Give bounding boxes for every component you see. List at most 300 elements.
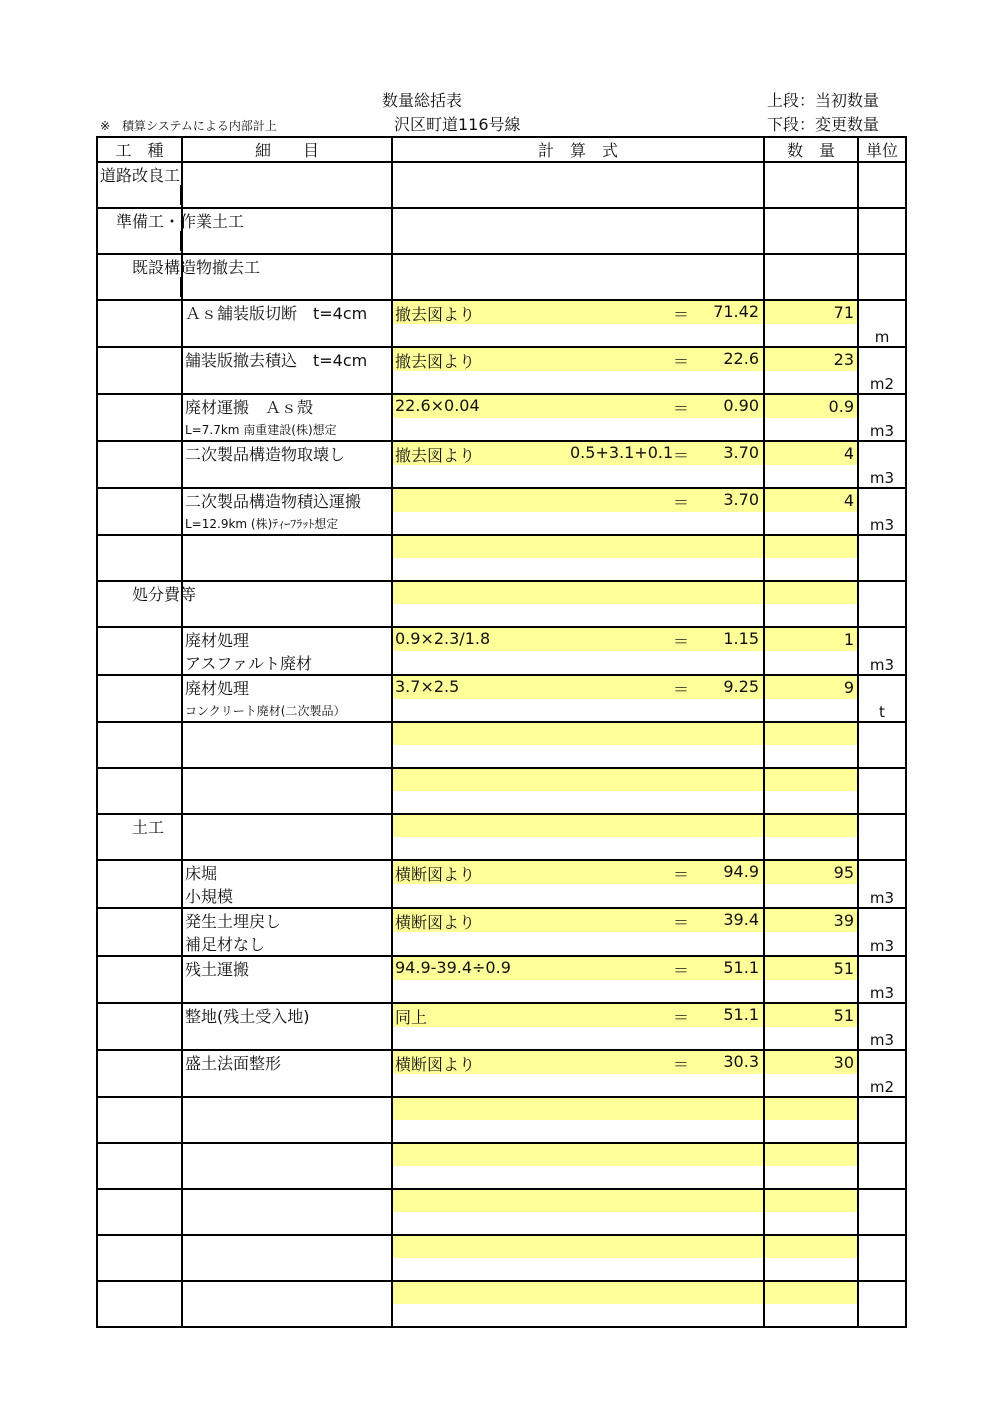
qty-lower-cell [764,1304,858,1327]
detail-cell [182,1189,392,1212]
qty-cell: 30 [764,1050,858,1074]
qty-lower-cell [764,465,858,488]
qty-cell: 4 [764,441,858,465]
calc-cell [392,1143,764,1166]
calc-lower-cell [392,604,764,627]
calc-cell [392,394,764,418]
table-row-lower [97,418,906,441]
qty-lower-cell [764,1166,858,1189]
calc-text: 横断図より [395,865,476,884]
calc-cell [392,768,764,791]
indent-marker [180,185,183,205]
calc-equals: ＝ [673,305,690,324]
detail-sub-cell: 補足材なし [182,932,392,956]
detail-cell [182,581,392,604]
calc-equals: ＝ [673,961,690,980]
detail-cell: 舗装版撤去積込 t=4cm [182,347,392,371]
detail-sub-cell [182,324,392,347]
qty-lower-cell [764,1258,858,1281]
calc-result: 39.4 [723,910,759,929]
koshu-label: 既設構造物撤去工 [100,258,261,277]
qty-lower-cell [764,1074,858,1097]
calc-cell [392,675,764,699]
table-row [97,675,906,699]
unit-cell [858,254,906,300]
table-row-lower [97,1258,906,1281]
table-row-lower [97,324,906,347]
col-header-calc: 計 算 式 [392,137,764,162]
koshu-label: 道路改良工 [100,166,181,185]
unit-cell: m3 [858,394,906,441]
calc-cell [392,535,764,558]
table-row [97,627,906,651]
calc-sum: 0.5+3.1+0.1 [570,443,674,462]
detail-cell: 廃材処理 [182,627,392,651]
detail-cell: 廃材処理 [182,675,392,699]
table-row [97,208,906,231]
table-header-row [97,137,906,162]
unit-cell [858,1189,906,1235]
table-row [97,768,906,791]
unit-cell [858,1281,906,1327]
calc-cell [392,1235,764,1258]
detail-sub-cell: L=7.7km 南重建設(株)想定 [182,418,392,441]
table-row [97,1003,906,1027]
qty-cell: 9 [764,675,858,699]
detail-cell: 床堀 [182,860,392,884]
calc-lower-cell [392,1304,764,1327]
unit-cell [858,814,906,860]
table-row-lower [97,980,906,1003]
table-row-lower [97,277,906,300]
qty-cell [764,1097,858,1120]
koshu-cell [97,722,182,768]
qty-cell: 0.9 [764,394,858,418]
calc-lower-cell [392,932,764,956]
detail-sub-cell [182,1258,392,1281]
qty-cell: 95 [764,860,858,884]
table-row-lower [97,745,906,768]
detail-cell [182,1281,392,1304]
koshu-cell [97,814,182,860]
detail-sub-cell [182,1120,392,1143]
calc-cell [392,1003,764,1027]
calc-lower-cell [392,791,764,814]
table-row [97,441,906,465]
col-header-qty: 数 量 [764,137,858,162]
calc-lower-cell [392,651,764,675]
table-row [97,1050,906,1074]
qty-cell: 39 [764,908,858,932]
system-note: ※ 積算システムによる内部計上 [100,119,277,133]
calc-cell [392,1281,764,1304]
koshu-cell [97,1235,182,1281]
table-row [97,581,906,604]
upper-row-legend: 上段：当初数量 [767,91,880,110]
calc-lower-cell [392,277,764,300]
calc-cell [392,1097,764,1120]
calc-cell [392,581,764,604]
qty-lower-cell [764,980,858,1003]
calc-text: 94.9-39.4÷0.9 [395,958,511,977]
qty-cell [764,768,858,791]
col-header-koshu: 工 種 [97,137,182,162]
table-row [97,722,906,745]
unit-cell: m3 [858,488,906,535]
qty-cell [764,581,858,604]
calc-text: 0.9×2.3/1.8 [395,629,491,648]
calc-lower-cell [392,231,764,254]
table-row-lower [97,1120,906,1143]
unit-cell [858,1143,906,1189]
qty-cell [764,722,858,745]
qty-lower-cell [764,1120,858,1143]
qty-lower-cell [764,558,858,581]
detail-cell: 廃材運搬 Ａｓ殻 [182,394,392,418]
table-row [97,956,906,980]
qty-cell [764,535,858,558]
unit-cell [858,208,906,254]
table-row-lower [97,1304,906,1327]
qty-cell [764,1143,858,1166]
detail-sub-cell [182,1304,392,1327]
calc-cell [392,722,764,745]
table-row [97,535,906,558]
calc-text: 同上 [395,1008,428,1027]
unit-cell: m3 [858,860,906,908]
calc-text: 横断図より [395,913,476,932]
table-row [97,1281,906,1304]
detail-cell [182,768,392,791]
calc-lower-cell [392,837,764,860]
project-name: 沢区町道116号線 [394,115,521,134]
calc-cell [392,860,764,884]
koshu-cell [97,768,182,814]
table-row [97,162,906,185]
qty-lower-cell [764,418,858,441]
qty-lower-cell [764,932,858,956]
table-row-lower [97,837,906,860]
calc-equals: ＝ [673,865,690,884]
calc-lower-cell [392,699,764,722]
calc-text: 撤去図より [395,305,476,324]
qty-cell [764,1281,858,1304]
koshu-cell [97,1003,182,1050]
table-row [97,908,906,932]
qty-lower-cell [764,1212,858,1235]
koshu-cell [97,956,182,1003]
calc-result: 71.42 [713,302,759,321]
calc-cell [392,488,764,512]
table-row-lower [97,512,906,535]
calc-result: 3.70 [723,443,759,462]
detail-sub-cell [182,558,392,581]
table-row [97,1143,906,1166]
koshu-cell [97,1281,182,1327]
calc-cell [392,1050,764,1074]
detail-sub-cell [182,1212,392,1235]
qty-lower-cell [764,371,858,394]
lower-row-legend: 下段：変更数量 [767,115,880,134]
calc-result: 51.1 [723,1005,759,1024]
calc-result: 9.25 [723,677,759,696]
calc-result: 0.90 [723,396,759,415]
detail-sub-cell [182,185,392,208]
calc-text: 横断図より [395,1055,476,1074]
qty-cell [764,1189,858,1212]
indent-marker [180,231,183,251]
koshu-cell [97,675,182,722]
calc-lower-cell [392,1120,764,1143]
qty-lower-cell [764,791,858,814]
qty-cell [764,1235,858,1258]
unit-cell: m2 [858,347,906,394]
koshu-cell [97,535,182,581]
detail-sub-cell [182,980,392,1003]
table-row-lower [97,791,906,814]
calc-lower-cell [392,1166,764,1189]
detail-cell: 盛土法面整形 [182,1050,392,1074]
unit-cell: m3 [858,441,906,488]
table-row [97,814,906,837]
qty-cell [764,254,858,277]
qty-cell: 4 [764,488,858,512]
calc-equals: ＝ [673,1008,690,1027]
qty-cell [764,814,858,837]
qty-lower-cell [764,185,858,208]
qty-lower-cell [764,651,858,675]
unit-cell [858,162,906,208]
qty-lower-cell [764,837,858,860]
qty-cell: 51 [764,956,858,980]
calc-lower-cell [392,1212,764,1235]
koshu-cell [97,1143,182,1189]
table-row [97,254,906,277]
detail-cell: Ａｓ舗装版切断 t=4cm [182,300,392,324]
calc-lower-cell [392,1258,764,1281]
koshu-cell [97,1050,182,1097]
koshu-cell [97,860,182,908]
unit-cell: t [858,675,906,722]
qty-lower-cell [764,604,858,627]
detail-sub-cell [182,277,392,300]
detail-cell: 残土運搬 [182,956,392,980]
table-row [97,488,906,512]
koshu-cell [97,441,182,488]
koshu-cell [97,1189,182,1235]
unit-cell [858,722,906,768]
qty-lower-cell [764,324,858,347]
koshu-cell [97,394,182,441]
calc-lower-cell [392,558,764,581]
calc-cell [392,814,764,837]
detail-sub-cell [182,371,392,394]
detail-cell [182,1097,392,1120]
calc-text: 3.7×2.5 [395,677,460,696]
koshu-cell [97,300,182,347]
unit-cell: m [858,300,906,347]
calc-equals: ＝ [673,446,690,465]
calc-cell [392,956,764,980]
table-row-lower [97,185,906,208]
calc-text: 撤去図より [395,446,476,465]
calc-cell [392,300,764,324]
calc-equals: ＝ [673,913,690,932]
calc-lower-cell [392,185,764,208]
qty-cell: 1 [764,627,858,651]
table-row-lower [97,1074,906,1097]
detail-sub-cell [182,465,392,488]
unit-cell [858,581,906,627]
calc-equals: ＝ [673,493,690,512]
table-row-lower [97,1212,906,1235]
calc-text: 22.6×0.04 [395,396,480,415]
unit-cell: m3 [858,627,906,675]
calc-result: 51.1 [723,958,759,977]
koshu-cell [97,908,182,956]
calc-cell [392,441,764,465]
table-row-lower [97,371,906,394]
unit-cell [858,768,906,814]
unit-cell: m3 [858,956,906,1003]
page-title: 数量総括表 [382,91,463,110]
detail-cell: 二次製品構造物取壊し [182,441,392,465]
detail-cell [182,162,392,185]
calc-cell [392,347,764,371]
koshu-label: 準備工・作業土工 [100,212,245,231]
calc-lower-cell [392,884,764,908]
col-header-detail: 細 目 [182,137,392,162]
koshu-cell [97,488,182,535]
qty-lower-cell [764,745,858,768]
table-row [97,1235,906,1258]
unit-cell [858,1235,906,1281]
detail-sub-cell [182,1166,392,1189]
calc-lower-cell [392,418,764,441]
unit-cell: m2 [858,1050,906,1097]
detail-cell: 二次製品構造物積込運搬 [182,488,392,512]
calc-equals: ＝ [673,399,690,418]
unit-cell [858,535,906,581]
calc-result: 94.9 [723,862,759,881]
detail-sub-cell: コンクリート廃材(二次製品） [182,699,392,722]
detail-sub-cell: L=12.9km (株)ﾃｨｰﾌﾗｯﾄ想定 [182,512,392,535]
koshu-cell [97,1097,182,1143]
calc-lower-cell [392,371,764,394]
detail-sub-cell [182,604,392,627]
qty-lower-cell [764,512,858,535]
table-row [97,347,906,371]
detail-sub-cell [182,1027,392,1050]
calc-equals: ＝ [673,632,690,651]
table-row-lower [97,465,906,488]
table-row-lower [97,884,906,908]
calc-lower-cell [392,512,764,535]
unit-cell [858,1097,906,1143]
detail-sub-cell [182,837,392,860]
detail-cell: 発生土埋戻し [182,908,392,932]
table-row [97,300,906,324]
calc-result: 22.6 [723,349,759,368]
koshu-label: 処分費等 [100,585,197,604]
koshu-cell [97,254,261,300]
qty-cell: 23 [764,347,858,371]
qty-lower-cell [764,884,858,908]
qty-cell [764,208,858,231]
calc-cell [392,1189,764,1212]
detail-cell [182,1143,392,1166]
calc-lower-cell [392,1074,764,1097]
qty-lower-cell [764,699,858,722]
calc-equals: ＝ [673,680,690,699]
koshu-cell [97,581,197,627]
detail-cell: 整地(残土受入地) [182,1003,392,1027]
koshu-cell [97,208,245,254]
unit-cell: m3 [858,1003,906,1050]
table-row-lower [97,558,906,581]
calc-lower-cell [392,745,764,768]
calc-text: 撤去図より [395,352,476,371]
table-row-lower [97,231,906,254]
calc-result: 3.70 [723,490,759,509]
koshu-cell [97,627,182,675]
detail-cell [182,722,392,745]
table-row [97,1097,906,1120]
detail-sub-cell [182,231,392,254]
qty-lower-cell [764,277,858,300]
indent-marker [180,277,183,297]
table-row-lower [97,1166,906,1189]
col-header-unit: 単位 [858,137,906,162]
table-row [97,860,906,884]
detail-cell [182,814,392,837]
table-row-lower [97,651,906,675]
detail-sub-cell [182,745,392,768]
calc-lower-cell [392,324,764,347]
calc-result: 30.3 [723,1052,759,1071]
calc-cell [392,208,764,231]
koshu-label: 土工 [100,818,165,837]
detail-sub-cell: 小規模 [182,884,392,908]
quantity-summary-table [96,136,907,1328]
detail-cell [182,535,392,558]
calc-lower-cell [392,980,764,1003]
qty-cell: 71 [764,300,858,324]
detail-sub-cell [182,1074,392,1097]
table-row-lower [97,1027,906,1050]
calc-cell [392,908,764,932]
unit-cell: m3 [858,908,906,956]
detail-cell [182,1235,392,1258]
calc-cell [392,627,764,651]
table-row [97,394,906,418]
table-row [97,1189,906,1212]
table-row-lower [97,604,906,627]
table-row-lower [97,932,906,956]
calc-lower-cell [392,1027,764,1050]
qty-cell: 51 [764,1003,858,1027]
qty-lower-cell [764,231,858,254]
koshu-cell [97,347,182,394]
calc-result: 1.15 [723,629,759,648]
calc-equals: ＝ [673,352,690,371]
calc-cell [392,162,764,185]
qty-lower-cell [764,1027,858,1050]
detail-sub-cell: アスファルト廃材 [182,651,392,675]
detail-sub-cell [182,791,392,814]
table-row-lower [97,699,906,722]
qty-cell [764,162,858,185]
